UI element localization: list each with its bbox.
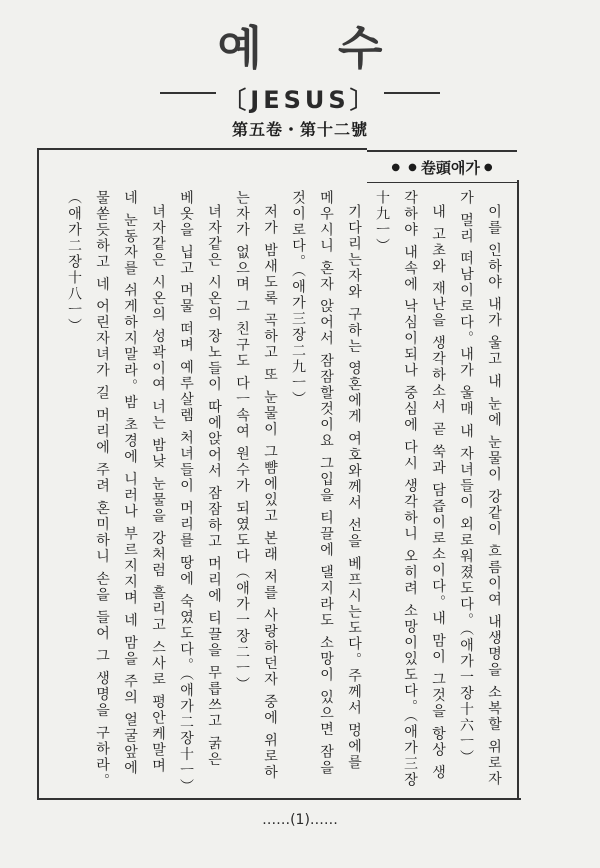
subtitle-block (160, 80, 440, 114)
article-heading-text: 卷頭애가 (420, 158, 480, 177)
subtitle-rule-right (384, 92, 440, 94)
subtitle-rule-left (160, 92, 216, 94)
article-heading (367, 150, 517, 183)
paragraph: 녀자같은 시온의 장노들이 따에앉어서 잠잠하고 머리에 티끌을 무릅쓰고 굵은 베옷을 닙고 머물 떠며 예루살렘 처녀들이 머리를 땅에 숙였도다。（애가二장十ㅡ） (178, 190, 222, 795)
paragraph: 내 고초와 재난을 생각하소서 곧 쑥과 담즙이로소이다。내 맘이 그것을 항상 생각하야 내속에 낙심이되나 중심에 다시 생각하니 오히려 소망이있도다。（애가三장十九ㅡ） (374, 190, 446, 789)
page-number: ……(1)…… (262, 812, 338, 828)
article-frame-right (517, 180, 519, 800)
article-frame-top (37, 148, 367, 150)
magazine-title: 예 수 (217, 21, 413, 75)
paragraph: 기다리는자와 구하는 영혼에게 여호와께서 선을 베프시는도다。주께서 멍에를 메우시니 혼자 앉어서 잠잠할것이요 그입을 티끌에 댈지라도 소망이 있으면 잠을것이로다。（애가三장二九ㅡ） (290, 190, 362, 777)
bullet-icon: ● (483, 161, 493, 173)
bullet-icon: ● (391, 161, 401, 173)
magazine-subtitle: 〔JESUS〕 (222, 86, 378, 114)
paragraph: 이를 인하야 내가 울고 내 눈에 눈물이 강같이 흐름이여 내생명을 소복할 위로자가 멀리 떠남이로다。내가 울매 내 자녀들이 외로워졌도다。（애가一장十六ㅡ） (458, 190, 502, 787)
article-body (48, 190, 508, 795)
bullet-icon: ● (408, 161, 417, 173)
paragraph: 저가 밤새도록 곡하고 또 눈물이 그뺨에있고 본래 저를 사랑하던자 중에 위로하는자가 없으며 그 친구도 다ㅡ속여 원수가 되였도다（애가一장二ㅡ） (234, 190, 278, 781)
volume-issue: 第五卷・第十二號 (231, 120, 368, 139)
paragraph: 녀자같은 시온의 성곽이여 너는 밤낮 눈물을 강처럼 흘리고 스사로 평안케말며 네 눈동자를 쉬게하지말라。밤 초경에 니러나 부르지지며 네 맘을 주의 얼굴앞에 물쏟듯하고 네 어린자녀가 길 머리에 주려 혼미하니 손을 들어 그 생명을 구하라。（애가二장十八ㅡ） (66, 190, 166, 789)
